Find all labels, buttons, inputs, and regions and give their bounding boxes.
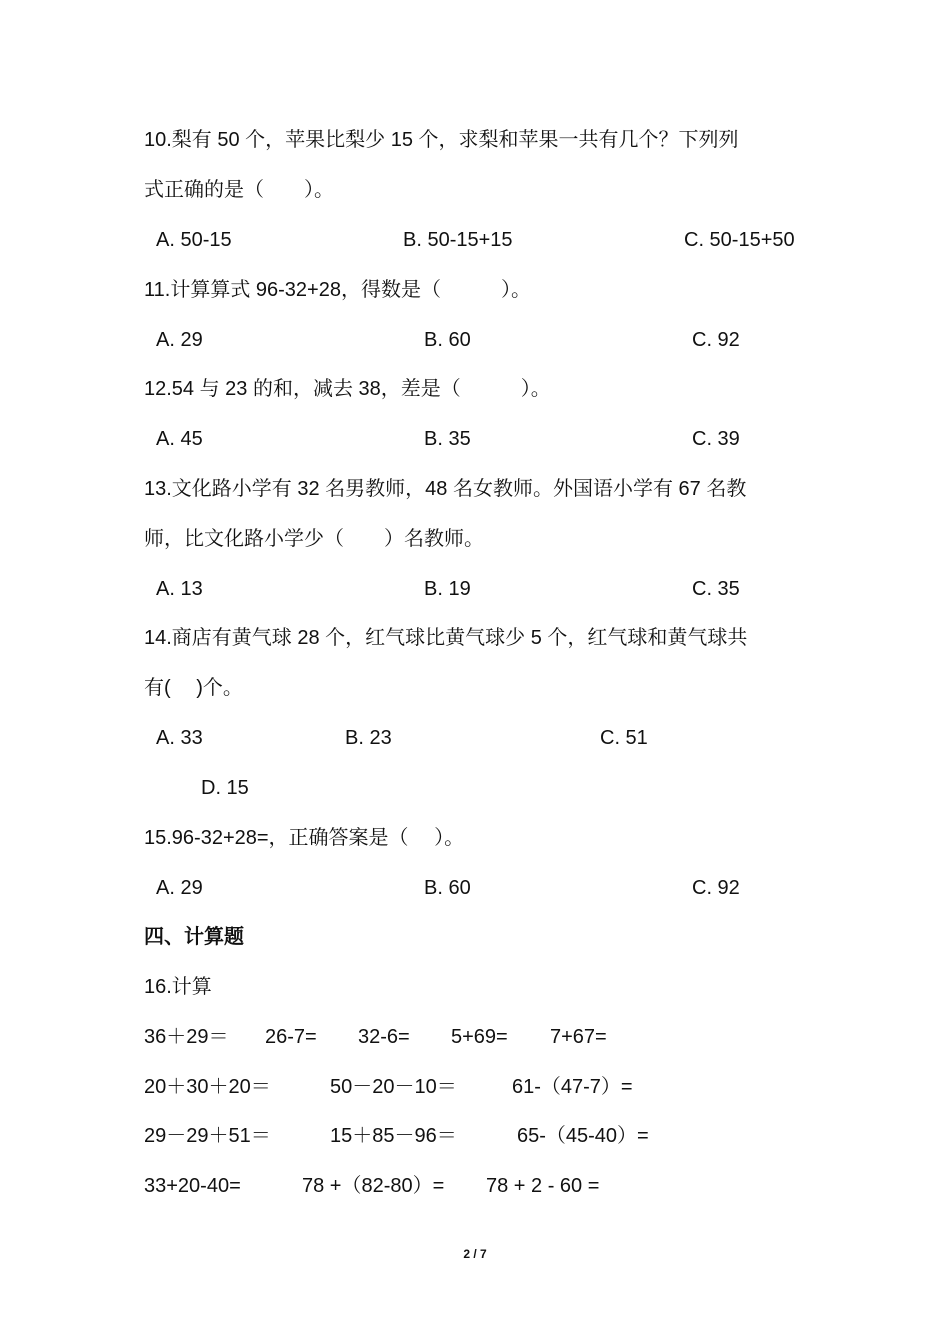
calc-item: 78 +（82-80）= — [302, 1175, 445, 1197]
question-14-text-line2: 有( )个。 — [144, 677, 243, 699]
question-10-text-line1: 10.梨有 50 个，苹果比梨少 15 个，求梨和苹果一共有几个？下列列 — [144, 129, 739, 151]
question-12-option-a: A. 45 — [156, 428, 203, 450]
question-15-option-b: B. 60 — [424, 877, 471, 899]
question-10-option-c: C. 50-15+50 — [684, 229, 795, 251]
calc-item: 29－29＋51＝ — [144, 1125, 271, 1147]
question-10-text-line2: 式正确的是（ ）。 — [144, 179, 334, 201]
question-11-text: 11.计算算式 96-32+28，得数是（ ）。 — [144, 279, 531, 301]
question-13-text-line1: 13.文化路小学有 32 名男教师，48 名女教师。外国语小学有 67 名教 — [144, 478, 747, 500]
calc-item: 61-（47-7）= — [512, 1076, 633, 1098]
calc-item: 15＋85－96＝ — [330, 1125, 457, 1147]
calc-item: 50－20－10＝ — [330, 1076, 457, 1098]
question-10-option-a: A. 50-15 — [156, 229, 232, 251]
calc-item: 65-（45-40）= — [517, 1125, 649, 1147]
calc-item: 32-6= — [358, 1026, 410, 1048]
calc-item: 78 + 2 - 60 = — [486, 1175, 600, 1197]
question-15-option-a: A. 29 — [156, 877, 203, 899]
question-15-option-c: C. 92 — [692, 877, 740, 899]
question-14-option-a: A. 33 — [156, 727, 203, 749]
question-11-option-a: A. 29 — [156, 329, 203, 351]
question-14-option-d: D. 15 — [201, 777, 249, 799]
page-number: 2 / 7 — [463, 1247, 487, 1261]
question-12-option-c: C. 39 — [692, 428, 740, 450]
calc-item: 26-7= — [265, 1026, 317, 1048]
question-13-text-line2: 师，比文化路小学少（ ）名教师。 — [144, 528, 484, 550]
question-16-label: 16.计算 — [144, 976, 212, 998]
question-14-option-b: B. 23 — [345, 727, 392, 749]
question-12-option-b: B. 35 — [424, 428, 471, 450]
question-12-text: 12.54 与 23 的和，减去 38，差是（ ）。 — [144, 378, 551, 400]
section-4-heading: 四、计算题 — [144, 926, 244, 948]
question-13-option-a: A. 13 — [156, 578, 203, 600]
calc-item: 5+69= — [451, 1026, 508, 1048]
calc-item: 36＋29＝ — [144, 1026, 229, 1048]
question-10-option-b: B. 50-15+15 — [403, 229, 513, 251]
question-14-text-line1: 14.商店有黄气球 28 个，红气球比黄气球少 5 个，红气球和黄气球共 — [144, 627, 748, 649]
question-13-option-b: B. 19 — [424, 578, 471, 600]
calc-item: 7+67= — [550, 1026, 607, 1048]
question-14-option-c: C. 51 — [600, 727, 648, 749]
question-13-option-c: C. 35 — [692, 578, 740, 600]
question-11-option-c: C. 92 — [692, 329, 740, 351]
calc-item: 20＋30＋20＝ — [144, 1076, 271, 1098]
calc-item: 33+20-40= — [144, 1175, 241, 1197]
question-15-text: 15.96-32+28=，正确答案是（ ）。 — [144, 827, 465, 849]
question-11-option-b: B. 60 — [424, 329, 471, 351]
